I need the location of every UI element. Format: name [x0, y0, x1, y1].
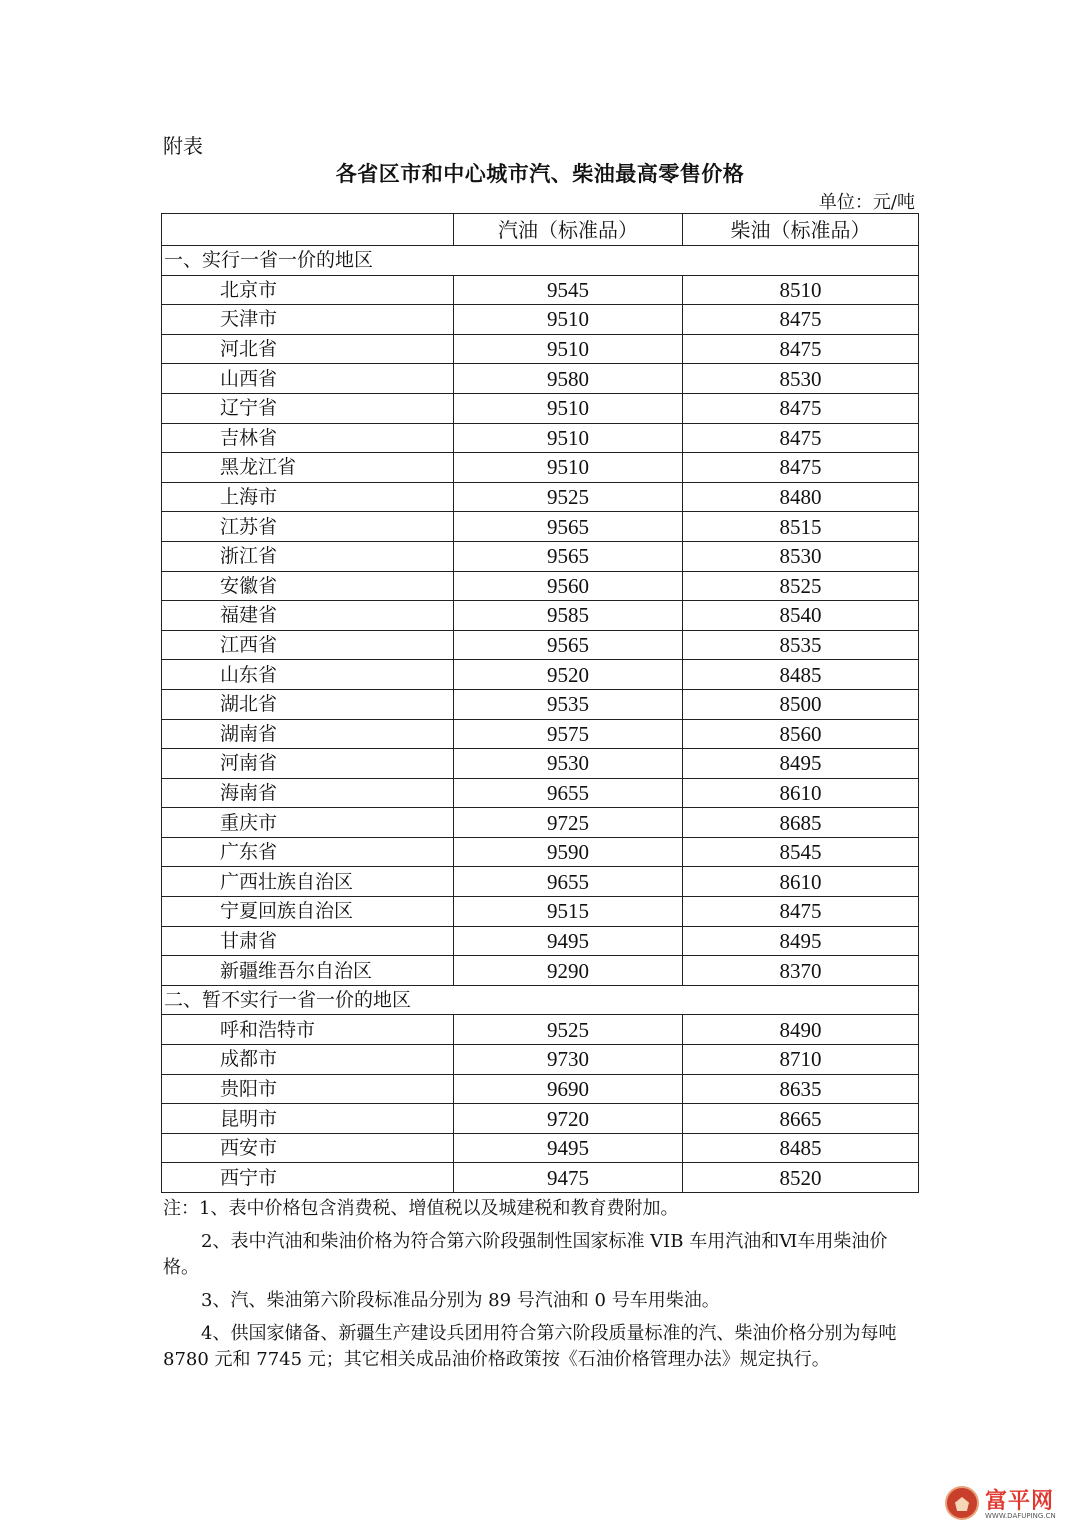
region-name: 宁夏回族自治区: [162, 897, 454, 927]
table-row: [162, 1133, 919, 1163]
diesel-price: 8490: [683, 1015, 919, 1045]
gasoline-price: 9525: [454, 482, 683, 512]
notes: [163, 1196, 920, 1380]
note-1: 注：1、表中价格包含消费税、增值税以及城建税和教育费附加。: [163, 1198, 679, 1219]
region-name: 福建省: [162, 601, 454, 631]
unit-label: 单位：元/吨: [818, 192, 915, 213]
diesel-price: 8520: [683, 1163, 919, 1193]
diesel-price: 8370: [683, 956, 919, 986]
gasoline-price: 9725: [454, 808, 683, 838]
diesel-price: 8635: [683, 1074, 919, 1104]
region-name: 呼和浩特市: [162, 1015, 454, 1045]
table-row: [162, 1104, 919, 1134]
table-row: [162, 630, 919, 660]
diesel-price: 8685: [683, 808, 919, 838]
table-row: [162, 512, 919, 542]
diesel-price: 8525: [683, 571, 919, 601]
region-name: 上海市: [162, 482, 454, 512]
gasoline-price: 9585: [454, 601, 683, 631]
diesel-price: 8475: [683, 453, 919, 483]
region-name: 北京市: [162, 275, 454, 305]
note-4: 4、供国家储备、新疆生产建设兵团用符合第六阶段质量标准的汽、柴油价格分别为每吨 8780 元和 7745 元；其它相关成品油价格政策按《石油价格管理办法》规定执行。: [163, 1323, 897, 1370]
gasoline-price: 9565: [454, 630, 683, 660]
diesel-price: 8495: [683, 926, 919, 956]
gasoline-price: 9655: [454, 867, 683, 897]
table-row: [162, 364, 919, 394]
gasoline-price: 9520: [454, 660, 683, 690]
diesel-price: 8495: [683, 749, 919, 779]
diesel-price: 8485: [683, 1133, 919, 1163]
gasoline-price: 9560: [454, 571, 683, 601]
table-row: [162, 1015, 919, 1045]
region-name: 安徽省: [162, 571, 454, 601]
table-row: [162, 1163, 919, 1193]
header-region: [162, 214, 454, 246]
table-row: [162, 897, 919, 927]
diesel-price: 8530: [683, 541, 919, 571]
diesel-price: 8475: [683, 305, 919, 335]
region-name: 吉林省: [162, 423, 454, 453]
region-name: 辽宁省: [162, 393, 454, 423]
diesel-price: 8535: [683, 630, 919, 660]
gasoline-price: 9545: [454, 275, 683, 305]
gasoline-price: 9510: [454, 393, 683, 423]
gasoline-price: 9510: [454, 423, 683, 453]
gasoline-price: 9565: [454, 512, 683, 542]
table-header-row: [162, 214, 919, 246]
region-name: 河北省: [162, 334, 454, 364]
table-row: [162, 837, 919, 867]
region-name: 湖北省: [162, 689, 454, 719]
gasoline-price: 9510: [454, 334, 683, 364]
table-row: [162, 423, 919, 453]
diesel-price: 8475: [683, 423, 919, 453]
region-name: 江西省: [162, 630, 454, 660]
region-name: 新疆维吾尔自治区: [162, 956, 454, 986]
table-row: [162, 926, 919, 956]
price-table-body: [162, 214, 919, 1193]
gasoline-price: 9515: [454, 897, 683, 927]
diesel-price: 8610: [683, 778, 919, 808]
table-row: [162, 808, 919, 838]
table-row: [162, 393, 919, 423]
gasoline-price: 9475: [454, 1163, 683, 1193]
gasoline-price: 9655: [454, 778, 683, 808]
region-name: 山西省: [162, 364, 454, 394]
region-name: 贵阳市: [162, 1074, 454, 1104]
table-row: [162, 749, 919, 779]
diesel-price: 8515: [683, 512, 919, 542]
table-row: [162, 956, 919, 986]
gasoline-price: 9535: [454, 689, 683, 719]
table-row: [162, 571, 919, 601]
gasoline-price: 9575: [454, 719, 683, 749]
region-name: 天津市: [162, 305, 454, 335]
gasoline-price: 9495: [454, 1133, 683, 1163]
table-row: [162, 689, 919, 719]
table-row: [162, 1074, 919, 1104]
table-row: [162, 305, 919, 335]
region-name: 广西壮族自治区: [162, 867, 454, 897]
diesel-price: 8500: [683, 689, 919, 719]
diesel-price: 8475: [683, 334, 919, 364]
note-2: 2、表中汽油和柴油价格为符合第六阶段强制性国家标准 VIB 车用汽油和Ⅵ车用柴油价格。: [163, 1231, 888, 1278]
section-title: 一、实行一省一价的地区: [162, 246, 919, 276]
table-row: [162, 541, 919, 571]
section-title: 二、暂不实行一省一价的地区: [162, 985, 919, 1015]
region-name: 甘肃省: [162, 926, 454, 956]
gasoline-price: 9720: [454, 1104, 683, 1134]
table-row: [162, 275, 919, 305]
diesel-price: 8475: [683, 897, 919, 927]
section-row: [162, 246, 919, 276]
region-name: 西宁市: [162, 1163, 454, 1193]
region-name: 江苏省: [162, 512, 454, 542]
header-diesel: 柴油（标准品）: [683, 214, 919, 246]
diesel-price: 8530: [683, 364, 919, 394]
table-row: [162, 601, 919, 631]
diesel-price: 8540: [683, 601, 919, 631]
watermark-url: WWW.DAFUPING.CN: [985, 1512, 1056, 1520]
gasoline-price: 9525: [454, 1015, 683, 1045]
table-row: [162, 867, 919, 897]
gasoline-price: 9590: [454, 837, 683, 867]
region-name: 成都市: [162, 1045, 454, 1075]
region-name: 山东省: [162, 660, 454, 690]
region-name: 重庆市: [162, 808, 454, 838]
diesel-price: 8485: [683, 660, 919, 690]
table-row: [162, 1045, 919, 1075]
gasoline-price: 9730: [454, 1045, 683, 1075]
region-name: 海南省: [162, 778, 454, 808]
table-row: [162, 453, 919, 483]
watermark-brand: 富平网: [985, 1489, 1055, 1514]
gasoline-price: 9580: [454, 364, 683, 394]
page-title: 各省区市和中心城市汽、柴油最高零售价格: [335, 162, 745, 186]
region-name: 河南省: [162, 749, 454, 779]
gasoline-price: 9510: [454, 453, 683, 483]
table-row: [162, 482, 919, 512]
attachment-label: 附表: [163, 134, 203, 158]
diesel-price: 8480: [683, 482, 919, 512]
diesel-price: 8475: [683, 393, 919, 423]
region-name: 西安市: [162, 1133, 454, 1163]
region-name: 黑龙江省: [162, 453, 454, 483]
section-row: [162, 985, 919, 1015]
site-watermark: [945, 1484, 1075, 1524]
gasoline-price: 9510: [454, 305, 683, 335]
table-row: [162, 660, 919, 690]
gasoline-price: 9495: [454, 926, 683, 956]
header-gasoline: 汽油（标准品）: [454, 214, 683, 246]
region-name: 湖南省: [162, 719, 454, 749]
price-table: [161, 213, 919, 1193]
diesel-price: 8710: [683, 1045, 919, 1075]
region-name: 浙江省: [162, 541, 454, 571]
note-3: 3、汽、柴油第六阶段标准品分别为 89 号汽油和 0 号车用柴油。: [201, 1290, 720, 1311]
table-row: [162, 334, 919, 364]
diesel-price: 8560: [683, 719, 919, 749]
diesel-price: 8545: [683, 837, 919, 867]
table-row: [162, 719, 919, 749]
gasoline-price: 9565: [454, 541, 683, 571]
gasoline-price: 9530: [454, 749, 683, 779]
diesel-price: 8510: [683, 275, 919, 305]
seal-icon: [945, 1486, 979, 1520]
table-row: [162, 778, 919, 808]
region-name: 广东省: [162, 837, 454, 867]
gasoline-price: 9690: [454, 1074, 683, 1104]
diesel-price: 8665: [683, 1104, 919, 1134]
region-name: 昆明市: [162, 1104, 454, 1134]
gasoline-price: 9290: [454, 956, 683, 986]
diesel-price: 8610: [683, 867, 919, 897]
